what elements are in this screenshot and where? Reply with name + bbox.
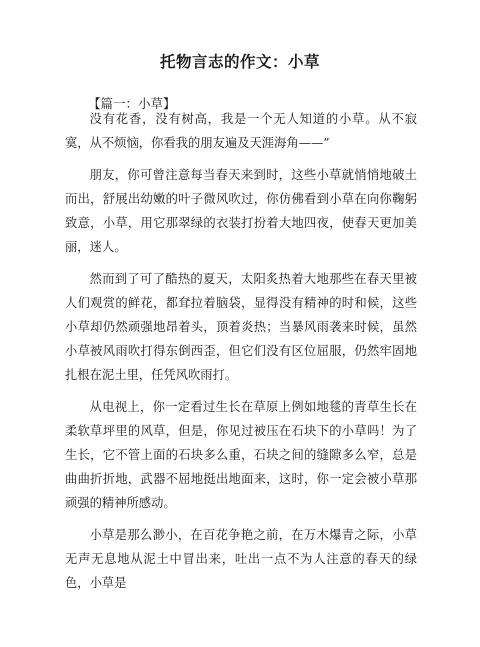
- paragraph: 然而到了可了酷热的夏天，太阳炙热着大地那些在春天里被人们观赏的鲜花，都耷拉着脑袋，显得没有精神的时和候，这些小草却仍然顽强地昂着头，顶着炎热；当暴风雨袭来时候，虽然小草被风雨吹打得东倒西歪，但它们没有区位屈服，仍然牢固地扎根在泥土里，任凭风吹雨打。: [65, 272, 417, 382]
- document-body: [65, 107, 417, 603]
- paragraph: 朋友，你可曾注意每当春天来到时，这些小草就悄悄地破土而出，舒展出幼嫩的叶子微风吹过，你仿佛看到小草在向你鞠躬致意，小草，用它那翠绿的衣装打扮着大地四夜，使春天更加美丽，迷人。: [65, 168, 417, 254]
- paragraph: 从电视上，你一定看过生长在草原上例如地毯的青草生长在柔软草坪里的风草，但是，你见过被压在石块下的小草吗！为了生长，它不管上面的石块多么重，石块之间的缝隙多么窄，总是曲曲折折地，武器不屈地挺出地面来，这时，你一定会被小草那顽强的精神所感动。: [65, 400, 417, 510]
- document-title: 托物言志的作文：小草: [159, 52, 320, 71]
- section-label: 【篇一：小草】: [88, 96, 176, 111]
- paragraph: 小草是那么渺小，在百花争艳之前，在万木爆青之际，小草无声无息地从泥土中冒出来，吐出一点不为人注意的春天的绿色，小草是: [65, 528, 417, 590]
- paragraph: 没有花香，没有树高，我是一个无人知道的小草。从不寂寞，从不烦恼，你看我的朋友遍及天涯海角——”: [65, 112, 417, 150]
